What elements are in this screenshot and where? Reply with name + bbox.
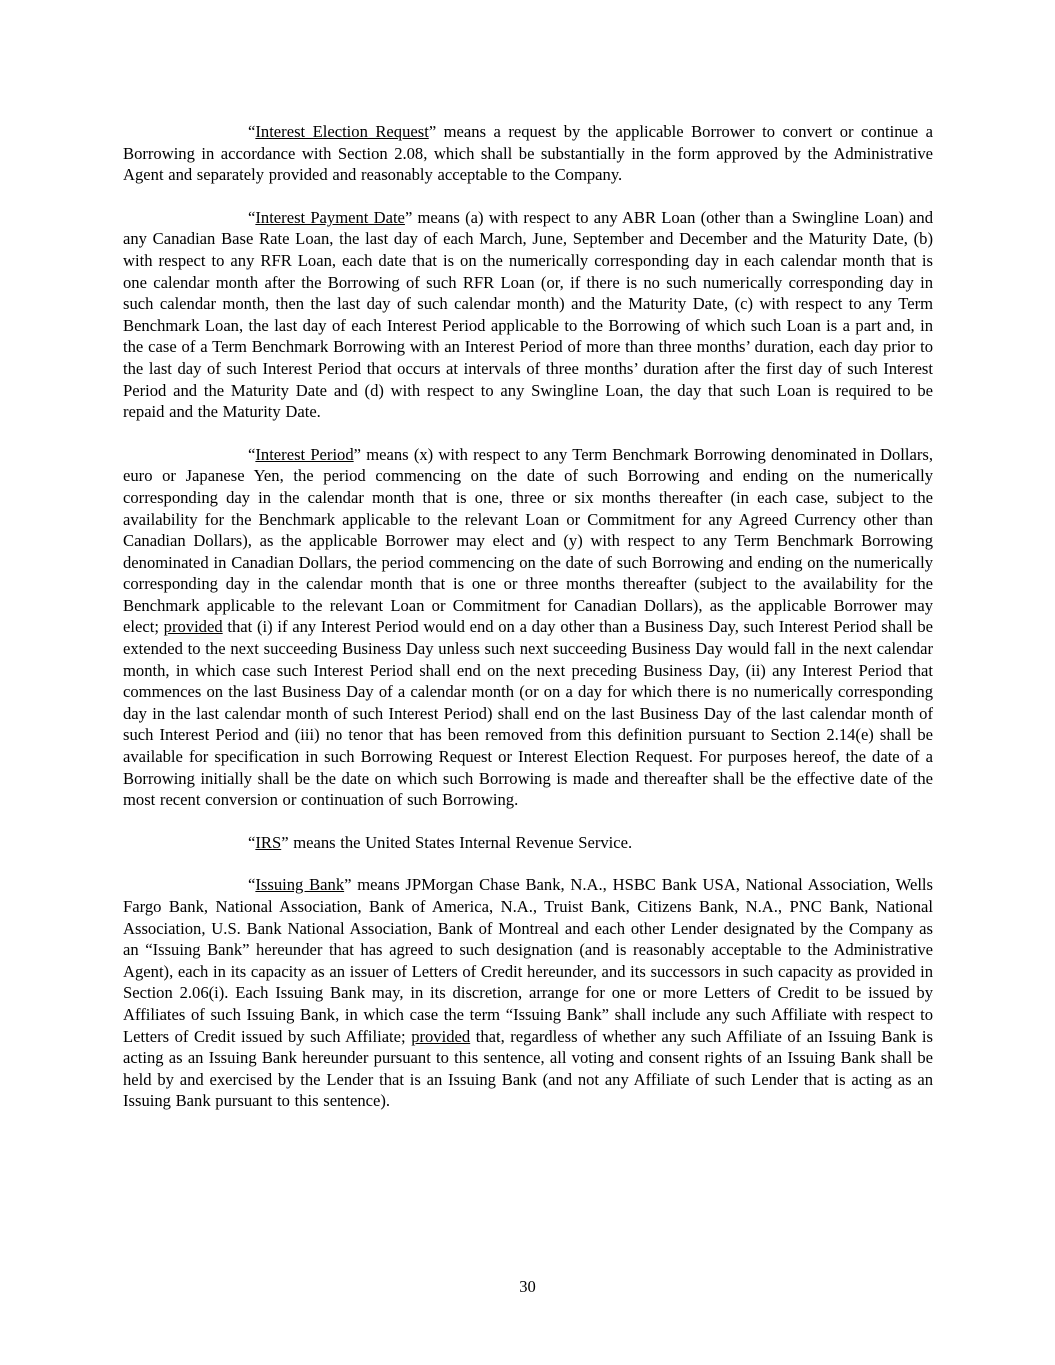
defined-term: provided xyxy=(163,617,223,637)
defined-term: Interest Payment Date xyxy=(255,207,405,227)
defined-term: Interest Period xyxy=(255,444,354,464)
paragraph xyxy=(123,121,933,186)
paragraph xyxy=(123,874,933,1112)
defined-term: Interest Election Request xyxy=(255,122,429,141)
text-run: “ xyxy=(248,444,256,464)
defined-term: Issuing Bank xyxy=(255,875,345,895)
paragraph xyxy=(123,207,933,423)
document-body xyxy=(123,121,933,1133)
page-number: 30 xyxy=(519,1277,536,1296)
text-run: “ xyxy=(248,832,256,852)
text-run: ” means the United States Internal Revenue Service. xyxy=(281,832,633,852)
defined-term: provided xyxy=(411,1026,471,1046)
text-run: ” means a request by the applicable Borrower to convert or continue a Borrowing in accordance with Section 2.08, which shall be substantially in the form approved by the Administrative Agent and separately provided and reasonably acceptable to the Company. xyxy=(123,122,933,185)
text-run: ” means (x) with respect to any Term Benchmark Borrowing denominated in Dollars, euro or Japanese Yen, the period commencing on the date of such Borrowing and ending on the numerically corresponding day in the calendar month that is one, three or six months thereafter (in each case, subject to the availability for the Benchmark applicable to the relevant Loan or Commitment for any Agreed Currency other than Canadian Dollars), as the applicable Borrower may elect and (y) with respect to any Term Benchmark Borrowing denominated in Canadian Dollars, the period commencing on the date of such Borrowing and ending on the numerically corresponding day in the calendar month that is one or three months thereafter (subject to the availability for the Benchmark applicable to the relevant Loan or Commitment for Canadian Dollars), as the applicable Borrower may elect; xyxy=(123,444,933,637)
paragraph xyxy=(123,832,933,854)
text-run: that (i) if any Interest Period would end on a day other than a Business Day, such Interest Period shall be extended to the next succeeding Business Day unless such next succeeding Business Day would fall in the next calendar month, in which case such Interest Period shall end on the next preceding Business Day, (ii) any Interest Period that commences on the last Business Day of a calendar month (or on a day for which there is no numerically corresponding day in the last calendar month of such Interest Period) shall end on the last Business Day of the last calendar month of such Interest Period and (iii) no tenor that has been removed from this definition pursuant to Section 2.14(e) shall be available for specification in such Borrowing Request or Interest Election Request. For purposes hereof, the date of a Borrowing initially shall be the date on which such Borrowing is made and thereafter shall be the effective date of the most recent conversion or continuation of such Borrowing. xyxy=(123,617,934,810)
text-run: “ xyxy=(248,207,256,227)
text-run: “ xyxy=(248,875,256,895)
paragraph xyxy=(123,444,933,811)
text-run: “ xyxy=(248,122,256,141)
text-run: ” means JPMorgan Chase Bank, N.A., HSBC Bank USA, National Association, Wells Fargo Bank, National Association, Bank of America, N.A., Truist Bank, Citizens Bank, N.A., PNC Bank, National Association, U.S. Bank National Association, Bank of Montreal and each other Lender designated by the Company as an “Issuing Bank” hereunder that has agreed to such designation (and is reasonably acceptable to the Administrative Agent), each in its capacity as an issuer of Letters of Credit hereunder, and its successors in such capacity as provided in Section 2.06(i). Each Issuing Bank may, in its discretion, arrange for one or more Letters of Credit to be issued by Affiliates of such Issuing Bank, in which case the term “Issuing Bank” shall include any such Affiliate with respect to Letters of Credit issued by such Affiliate; xyxy=(123,875,933,1046)
defined-term: IRS xyxy=(255,832,282,852)
text-run: ” means (a) with respect to any ABR Loan (other than a Swingline Loan) and any Canadian Base Rate Loan, the last day of each March, June, September and December and the Maturity Date, (b) with respect to any RFR Loan, each date that is on the numerically corresponding day in each calendar month that is one calendar month after the Borrowing of such RFR Loan (or, if there is no such numerically corresponding day in such calendar month, then the last day of such calendar month) and the Maturity Date, (c) with respect to any Term Benchmark Loan, the last day of each Interest Period applicable to the Borrowing of which such Loan is a part and, in the case of a Term Benchmark Borrowing with an Interest Period of more than three months’ duration, each day prior to the last day of such Interest Period that occurs at intervals of three months’ duration after the first day of such Interest Period and the Maturity Date and (d) with respect to any Swingline Loan, the day that such Loan is required to be repaid and the Maturity Date. xyxy=(123,207,933,422)
text-run: that, regardless of whether any such Affiliate of an Issuing Bank is acting as an Issuing Bank hereunder pursuant to this sentence, all voting and consent rights of an Issuing Bank shall be held by and exercised by the Lender that is an Issuing Bank (and not any Affiliate of such Lender that is acting as an Issuing Bank pursuant to this sentence). xyxy=(123,1026,933,1111)
